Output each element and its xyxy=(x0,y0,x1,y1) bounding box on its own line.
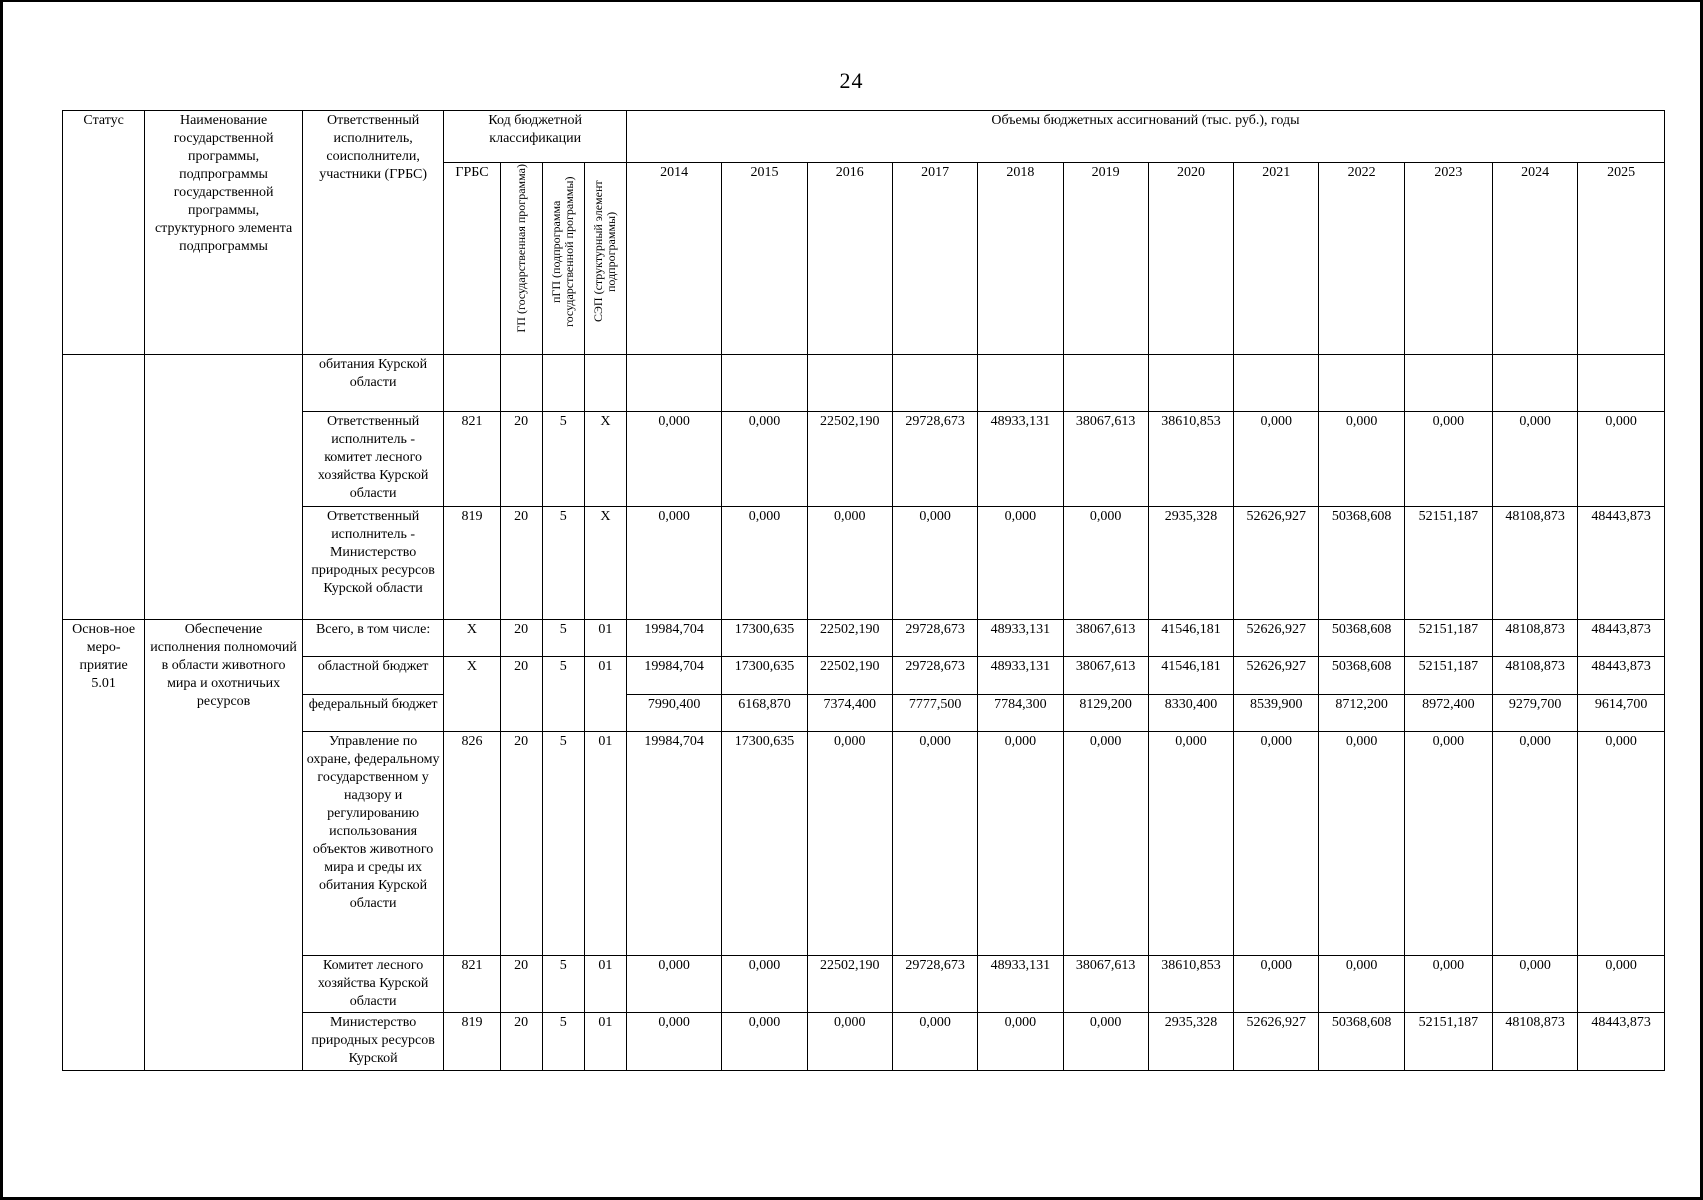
value-cell: 0,000 xyxy=(1234,732,1319,956)
value-cell: 0,000 xyxy=(1578,956,1665,1013)
executor-cell: Комитет лесного хозяйства Курской области xyxy=(302,956,444,1013)
header-year: 2014 xyxy=(627,163,722,355)
value-cell: 0,000 xyxy=(978,507,1063,620)
header-year: 2025 xyxy=(1578,163,1665,355)
pgp-cell: 5 xyxy=(542,1013,584,1071)
grbs-cell: X xyxy=(444,657,500,732)
value-cell: 38067,613 xyxy=(1063,412,1148,507)
value-cell: 0,000 xyxy=(627,1013,722,1071)
value-cell: 48933,131 xyxy=(978,956,1063,1013)
gp-cell: 20 xyxy=(500,657,542,732)
value-cell: 8712,200 xyxy=(1319,695,1404,732)
value-cell: 0,000 xyxy=(627,412,722,507)
executor-cell: федеральный бюджет xyxy=(302,695,444,732)
value-cell: 8129,200 xyxy=(1063,695,1148,732)
pgp-cell: 5 xyxy=(542,620,584,657)
pgp-cell: 5 xyxy=(542,412,584,507)
status-cell: Основ-ное меро-приятие 5.01 xyxy=(63,620,145,1071)
value-cell: 48933,131 xyxy=(978,412,1063,507)
value-cell: 52626,927 xyxy=(1234,1013,1319,1071)
value-cell: 0,000 xyxy=(1063,732,1148,956)
value-cell: 7777,500 xyxy=(892,695,977,732)
pgp-cell: 5 xyxy=(542,732,584,956)
value-cell: 17300,635 xyxy=(722,657,807,695)
value-cell: 0,000 xyxy=(722,507,807,620)
value-cell: 0,000 xyxy=(1493,732,1578,956)
value-cell: 50368,608 xyxy=(1319,1013,1404,1071)
executor-cell: Всего, в том числе: xyxy=(302,620,444,657)
gp-cell: 20 xyxy=(500,732,542,956)
value-cell: 0,000 xyxy=(722,1013,807,1071)
value-cell: 0,000 xyxy=(1578,412,1665,507)
value-cell: 0,000 xyxy=(1319,956,1404,1013)
value-cell: 52151,187 xyxy=(1404,657,1492,695)
value-cell: 0,000 xyxy=(892,1013,977,1071)
pgp-cell: 5 xyxy=(542,956,584,1013)
value-cell: 29728,673 xyxy=(892,412,977,507)
gp-cell: 20 xyxy=(500,1013,542,1071)
header-pgp: пГП (подпрограмма государственной программы) xyxy=(542,163,584,355)
header-year: 2017 xyxy=(892,163,977,355)
value-cell: 0,000 xyxy=(1063,507,1148,620)
value-cell: 2935,328 xyxy=(1148,507,1233,620)
value-cell: 7784,300 xyxy=(978,695,1063,732)
value-cell: 41546,181 xyxy=(1148,620,1233,657)
value-cell: 0,000 xyxy=(1319,732,1404,956)
value-cell: 0,000 xyxy=(722,956,807,1013)
pgp-cell: 5 xyxy=(542,657,584,732)
value-cell: 8330,400 xyxy=(1148,695,1233,732)
value-cell: 22502,190 xyxy=(807,657,892,695)
value-cell: 0,000 xyxy=(978,1013,1063,1071)
table-row xyxy=(63,507,1665,620)
value-cell: 0,000 xyxy=(1234,956,1319,1013)
header-sep: СЭП (структурный элемент подпрограммы) xyxy=(584,163,626,355)
header-year: 2024 xyxy=(1493,163,1578,355)
value-cell: 8539,900 xyxy=(1234,695,1319,732)
status-cell xyxy=(63,355,145,620)
header-grbs: ГРБС xyxy=(444,163,500,355)
value-cell: 0,000 xyxy=(892,507,977,620)
value-cell: 50368,608 xyxy=(1319,620,1404,657)
value-cell: 0,000 xyxy=(1234,412,1319,507)
value-cell: 52151,187 xyxy=(1404,620,1492,657)
value-cell: 0,000 xyxy=(1404,412,1492,507)
value-cell: 48443,873 xyxy=(1578,507,1665,620)
header-year: 2015 xyxy=(722,163,807,355)
value-cell: 0,000 xyxy=(1493,956,1578,1013)
value-cell: 17300,635 xyxy=(722,620,807,657)
value-cell: 48443,873 xyxy=(1578,1013,1665,1071)
executor-cell: Управление по охране, федеральному государственном у надзору и регулированию использования объектов животного мира и среды их обитания Курской области xyxy=(302,732,444,956)
table-row xyxy=(63,695,1665,732)
value-cell: 6168,870 xyxy=(722,695,807,732)
executor-cell: Ответственный исполнитель - комитет лесного хозяйства Курской области xyxy=(302,412,444,507)
grbs-cell: 821 xyxy=(444,412,500,507)
header-status: Статус xyxy=(63,111,145,355)
value-cell: 0,000 xyxy=(627,956,722,1013)
header-row-1 xyxy=(63,111,1665,163)
value-cell: 0,000 xyxy=(1493,412,1578,507)
grbs-cell: 819 xyxy=(444,507,500,620)
value-cell: 29728,673 xyxy=(892,657,977,695)
value-cell: 48108,873 xyxy=(1493,657,1578,695)
value-cell: 0,000 xyxy=(1063,1013,1148,1071)
value-cell: 0,000 xyxy=(1319,412,1404,507)
sep-cell: 01 xyxy=(584,1013,626,1071)
value-cell: 41546,181 xyxy=(1148,657,1233,695)
table-row xyxy=(63,657,1665,695)
executor-cell: областной бюджет xyxy=(302,657,444,695)
value-cell: 48108,873 xyxy=(1493,1013,1578,1071)
value-cell: 8972,400 xyxy=(1404,695,1492,732)
grbs-cell: 819 xyxy=(444,1013,500,1071)
gp-cell: 20 xyxy=(500,956,542,1013)
value-cell: 52151,187 xyxy=(1404,1013,1492,1071)
grbs-cell: 826 xyxy=(444,732,500,956)
value-cell: 0,000 xyxy=(807,732,892,956)
value-cell: 22502,190 xyxy=(807,956,892,1013)
grbs-cell: X xyxy=(444,620,500,657)
program-name-cell xyxy=(145,355,303,620)
value-cell: 0,000 xyxy=(1578,732,1665,956)
header-year: 2022 xyxy=(1319,163,1404,355)
value-cell: 7990,400 xyxy=(627,695,722,732)
value-cell: 0,000 xyxy=(807,1013,892,1071)
value-cell: 19984,704 xyxy=(627,732,722,956)
value-cell: 0,000 xyxy=(1148,732,1233,956)
table-row xyxy=(63,956,1665,1013)
header-budget-code: Код бюджетной классификации xyxy=(444,111,627,163)
gp-cell: 20 xyxy=(500,507,542,620)
value-cell: 50368,608 xyxy=(1319,657,1404,695)
value-cell: 29728,673 xyxy=(892,956,977,1013)
value-cell: 38067,613 xyxy=(1063,657,1148,695)
value-cell: 29728,673 xyxy=(892,620,977,657)
header-year: 2018 xyxy=(978,163,1063,355)
value-cell: 50368,608 xyxy=(1319,507,1404,620)
header-program-name: Наименование государственной программы, подпрограммы государственной программы, структурного элемента подпрограммы xyxy=(145,111,303,355)
value-cell: 38067,613 xyxy=(1063,956,1148,1013)
value-cell: 22502,190 xyxy=(807,620,892,657)
grbs-cell: 821 xyxy=(444,956,500,1013)
gp-cell: 20 xyxy=(500,620,542,657)
value-cell: 52626,927 xyxy=(1234,620,1319,657)
table-row xyxy=(63,355,1665,412)
value-cell: 48108,873 xyxy=(1493,507,1578,620)
value-cell: 48443,873 xyxy=(1578,620,1665,657)
value-cell: 38610,853 xyxy=(1148,412,1233,507)
header-executor: Ответственный исполнитель, соисполнители, участники (ГРБС) xyxy=(302,111,444,355)
header-year: 2023 xyxy=(1404,163,1492,355)
value-cell: 0,000 xyxy=(722,412,807,507)
value-cell: 0,000 xyxy=(807,507,892,620)
value-cell: 52151,187 xyxy=(1404,507,1492,620)
value-cell: 38610,853 xyxy=(1148,956,1233,1013)
executor-cell: Ответственный исполнитель - Министерство природных ресурсов Курской области xyxy=(302,507,444,620)
value-cell: 0,000 xyxy=(892,732,977,956)
value-cell: 38067,613 xyxy=(1063,620,1148,657)
table-row xyxy=(63,1013,1665,1071)
page-number: 24 xyxy=(839,68,864,93)
value-cell: 0,000 xyxy=(1404,732,1492,956)
value-cell: 0,000 xyxy=(627,507,722,620)
value-cell: 19984,704 xyxy=(627,620,722,657)
pgp-cell: 5 xyxy=(542,507,584,620)
table-row xyxy=(63,620,1665,657)
value-cell: 48443,873 xyxy=(1578,657,1665,695)
header-gp: ГП (государственная программа) xyxy=(500,163,542,355)
header-year: 2019 xyxy=(1063,163,1148,355)
sep-cell: 01 xyxy=(584,620,626,657)
header-year: 2020 xyxy=(1148,163,1233,355)
value-cell: 2935,328 xyxy=(1148,1013,1233,1071)
value-cell: 52626,927 xyxy=(1234,657,1319,695)
sep-cell: 01 xyxy=(584,657,626,732)
value-cell: 9279,700 xyxy=(1493,695,1578,732)
executor-cell: Министерство природных ресурсов Курской xyxy=(302,1013,444,1071)
executor-cell: обитания Курской области xyxy=(302,355,444,412)
value-cell: 0,000 xyxy=(978,732,1063,956)
value-cell: 17300,635 xyxy=(722,732,807,956)
value-cell: 7374,400 xyxy=(807,695,892,732)
gp-cell: 20 xyxy=(500,412,542,507)
sep-cell: X xyxy=(584,412,626,507)
value-cell: 19984,704 xyxy=(627,657,722,695)
value-cell: 48108,873 xyxy=(1493,620,1578,657)
sep-cell: 01 xyxy=(584,732,626,956)
budget-allocation-table xyxy=(62,110,1665,1071)
value-cell: 48933,131 xyxy=(978,657,1063,695)
value-cell: 22502,190 xyxy=(807,412,892,507)
sep-cell: 01 xyxy=(584,956,626,1013)
header-year: 2016 xyxy=(807,163,892,355)
value-cell: 48933,131 xyxy=(978,620,1063,657)
value-cell: 52626,927 xyxy=(1234,507,1319,620)
table-row xyxy=(63,412,1665,507)
header-year: 2021 xyxy=(1234,163,1319,355)
value-cell: 0,000 xyxy=(1404,956,1492,1013)
sep-cell: X xyxy=(584,507,626,620)
header-budget-volumes: Объемы бюджетных ассигнований (тыс. руб.), годы xyxy=(627,111,1665,163)
table-row xyxy=(63,732,1665,956)
value-cell: 9614,700 xyxy=(1578,695,1665,732)
program-name-cell: Обеспечение исполнения полномочий в области животного мира и охотничьих ресурсов xyxy=(145,620,303,1071)
